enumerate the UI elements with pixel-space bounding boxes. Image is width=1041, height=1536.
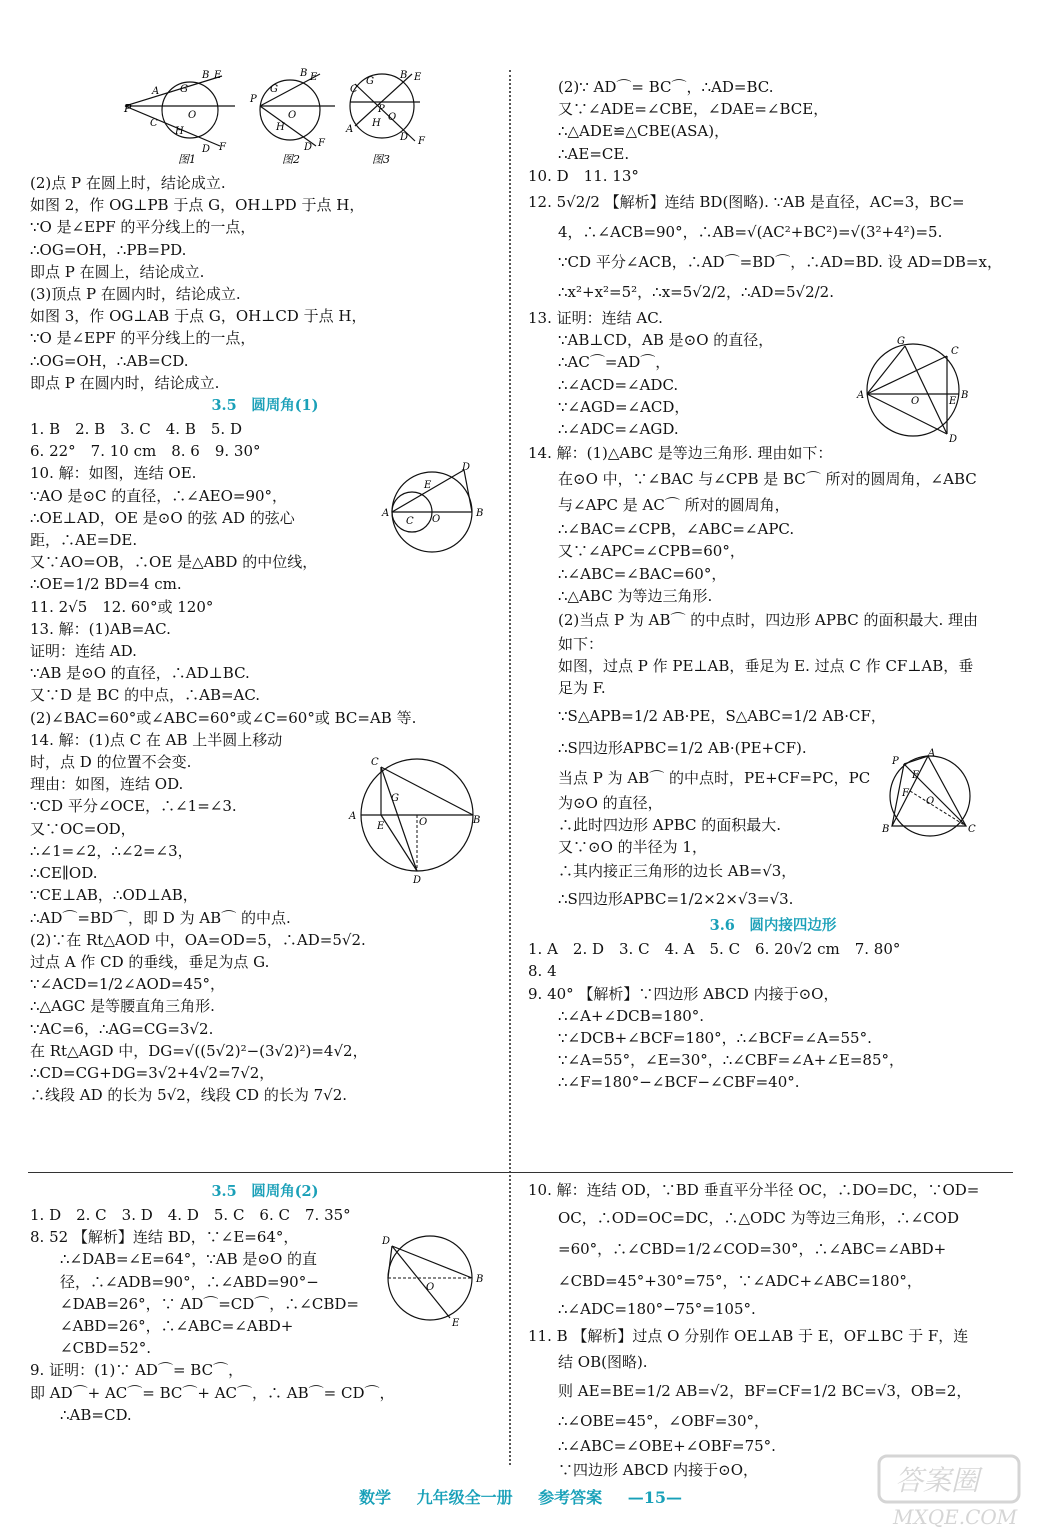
svg-text:H: H <box>175 126 184 137</box>
left-line: ∴∠1=∠2，∴∠2=∠3， <box>30 841 193 860</box>
svg-text:B: B <box>476 1274 484 1285</box>
left-line: ∴AB=CD. <box>60 1405 132 1424</box>
right-bottom-column <box>528 1176 1018 1482</box>
svg-text:F: F <box>219 142 226 153</box>
caption-3: 图3 <box>372 153 390 166</box>
svg-text:G: G <box>366 76 374 87</box>
right-line: 如下： <box>558 635 604 654</box>
svg-text:B: B <box>882 824 890 835</box>
left-line: ∴AD⌒=BD⌒，即 D 为 AB⌒ 的中点. <box>30 908 291 927</box>
left-line: 又∵OC=OD， <box>30 819 136 838</box>
svg-text:E: E <box>912 770 920 781</box>
svg-text:G: G <box>391 793 399 804</box>
right-line: ∵∠AGD=∠ACD， <box>558 397 690 416</box>
right-line: 如图，过点 P 作 PE⊥AB，垂足为 E. 过点 C 作 CF⊥AB，垂 <box>558 657 974 676</box>
figure-q14-left <box>345 755 485 885</box>
right-line: 1. A 2. D 3. C 4. A 5. C 6. 20√2 cm 7. 80° <box>528 940 901 959</box>
left-line: 14. 解：(1)点 C 在 AB 上半圆上移动 <box>30 730 283 749</box>
right-line: ∴∠ADC=∠AGD. <box>558 420 679 439</box>
right-line: 与∠APC 是 AC⌒ 所对的圆周角， <box>558 496 790 515</box>
footer-section: 参考答案 <box>538 1488 603 1507</box>
svg-text:C: C <box>350 84 358 95</box>
left-line: 理由：如图，连结 OD. <box>30 775 184 794</box>
svg-text:E: E <box>452 1318 460 1328</box>
svg-text:O: O <box>426 1282 435 1293</box>
top-figures <box>120 66 450 166</box>
right-line: 则 AE=BE=1/2 AB=√2，BF=CF=1/2 BC=√3，OB=2， <box>558 1382 972 1400</box>
left-line: ∵CE⊥AB，∴OD⊥AB， <box>30 886 198 905</box>
svg-text:B: B <box>300 68 308 79</box>
left-line: 时，点 D 的位置不会变. <box>30 753 192 772</box>
right-line: ∵CD 平分∠ACB，∴AD⌒=BD⌒，∴AD=BD. 设 AD=DB=x， <box>558 253 1002 272</box>
section-title: 3.5 圆周角(2) <box>211 1183 319 1200</box>
svg-text:A: A <box>382 508 390 519</box>
left-line: ∵AC=6，∴AG=CG=3√2. <box>30 1019 214 1038</box>
right-line: 9. 40° 【解析】∵四边形 ABCD 内接于⊙O， <box>528 984 839 1003</box>
svg-text:D: D <box>400 132 409 143</box>
right-column <box>528 76 1018 1094</box>
right-line: ∴∠BAC=∠CPB，∠ABC=∠APC. <box>558 520 795 539</box>
caption-2: 图2 <box>282 153 300 166</box>
right-line: 13. 证明：连结 AC. <box>528 309 663 328</box>
right-line: 11. B 【解析】过点 O 分别作 OE⊥AB 于 E，OF⊥BC 于 F，连 <box>528 1327 969 1345</box>
left-line: ∴OG=OH，∴PB=PD. <box>30 240 187 259</box>
right-line: 14. 解：(1)△ABC 是等边三角形. 理由如下： <box>528 444 833 463</box>
left-line: 即 AD⌒+ AC⌒= BC⌒+ AC⌒，∴ AB⌒= CD⌒， <box>30 1383 395 1402</box>
left-line: 即点 P 在圆内时，结论成立. <box>30 373 220 392</box>
right-line: ∴∠F=180°−∠BCF−∠CBF=40°. <box>558 1073 800 1092</box>
svg-text:C: C <box>150 118 158 129</box>
left-line: (2)点 P 在圆上时，结论成立. <box>30 174 226 192</box>
svg-text:F: F <box>902 788 909 799</box>
right-line: ∴∠ADC=180°−75°=105°. <box>558 1300 756 1318</box>
right-line: ∵四边形 ABCD 内接于⊙O， <box>558 1461 759 1479</box>
svg-text:A: A <box>349 811 357 822</box>
right-line: ∴此时四边形 APBC 的面积最大. <box>558 815 782 834</box>
svg-text:P: P <box>892 756 899 767</box>
left-line: 1. B 2. B 3. C 4. B 5. D <box>30 420 242 439</box>
svg-text:B: B <box>473 815 481 826</box>
left-line: 6. 22° 7. 10 cm 8. 6 9. 30° <box>30 442 261 461</box>
svg-text:G: G <box>270 84 278 95</box>
svg-text:O: O <box>419 817 428 828</box>
right-line: ∴AE=CE. <box>558 144 630 163</box>
left-line: ∴OE⊥AD，OE 是⊙O 的弦 AD 的弦心 <box>30 508 295 527</box>
left-line: ∠ABD=26°，∴∠ABC=∠ABD+ <box>60 1317 294 1336</box>
left-line: (3)顶点 P 在圆内时，结论成立. <box>30 285 241 304</box>
svg-text:O: O <box>432 514 441 525</box>
svg-text:P: P <box>124 102 132 115</box>
svg-text:O: O <box>926 796 935 807</box>
svg-text:C: C <box>371 757 379 768</box>
horizontal-rule <box>28 1172 1013 1173</box>
svg-text:C: C <box>406 516 414 527</box>
right-line: ∵∠A=55°，∠E=30°，∴∠CBF=∠A+∠E=85°， <box>558 1051 905 1070</box>
svg-text:B: B <box>202 70 210 81</box>
left-line: ∴OG=OH，∴AB=CD. <box>30 351 189 370</box>
left-line: ∴∠DAB=∠E=64°，∵AB 是⊙O 的直 <box>60 1250 318 1269</box>
left-line: 10. 解：如图，连结 OE. <box>30 464 197 483</box>
svg-text:H: H <box>372 118 381 129</box>
section-title: 3.6 圆内接四边形 <box>709 917 837 935</box>
left-line: ∴线段 AD 的长为 5√2，线段 CD 的长为 7√2. <box>30 1086 348 1105</box>
svg-text:O: O <box>388 112 397 123</box>
left-line: 9. 证明：(1)∵ AD⌒= BC⌒， <box>30 1361 244 1380</box>
right-line: 又∵⊙O 的半径为 1， <box>558 838 707 857</box>
right-line: 12. 5√2/2 【解析】连结 BD(图略). ∵AB 是直径，AC=3，BC= <box>528 193 965 212</box>
right-line: 为⊙O 的直径， <box>558 793 663 812</box>
svg-text:F: F <box>418 136 425 147</box>
svg-text:B: B <box>961 390 969 401</box>
left-line: ∴CD=CG+DG=3√2+4√2=7√2， <box>30 1063 275 1082</box>
svg-text:A: A <box>346 124 354 135</box>
left-line: 在 Rt△AGD 中，DG=√((5√2)²−(3√2)²)=4√2， <box>30 1041 368 1060</box>
right-line: OC，∴OD=OC=DC，∴△ODC 为等边三角形，∴∠COD <box>558 1209 959 1227</box>
footer-subject: 数学 <box>358 1488 391 1507</box>
figure-q13-right <box>855 334 975 444</box>
left-line: 径，∴∠ADB=90°，∴∠ABD=90°− <box>60 1272 319 1291</box>
left-line: 如图 2，作 OG⊥PB 于点 G，OH⊥PD 于点 H， <box>30 196 365 215</box>
right-line: ∴AC⌒=AD⌒， <box>558 353 671 372</box>
svg-text:D: D <box>949 434 958 444</box>
svg-text:A: A <box>857 390 865 401</box>
svg-text:O: O <box>911 396 920 407</box>
right-line: 结 OB(图略). <box>558 1353 648 1371</box>
svg-text:C: C <box>951 346 959 357</box>
left-column <box>30 172 500 1106</box>
svg-text:E: E <box>377 821 385 832</box>
svg-text:D: D <box>413 875 422 885</box>
right-line: 8. 4 <box>528 962 557 981</box>
left-line: ∵O 是∠EPF 的平分线上的一点， <box>30 218 256 237</box>
right-line: ∴∠ABC=∠BAC=60°， <box>558 564 727 583</box>
page-number: —15— <box>627 1488 683 1507</box>
right-line: 又∵∠ADE=∠CBE，∠DAE=∠BCE， <box>558 100 829 119</box>
section-title: 3.5 圆周角(1) <box>211 397 319 415</box>
caption-1: 图1 <box>178 153 196 166</box>
left-line: ∴△AGC 是等腰直角三角形. <box>30 997 215 1016</box>
right-line: 10. 解：连结 OD，∵BD 垂直平分半径 OC，∴DO=DC，∵OD= <box>528 1181 980 1199</box>
left-line: 证明：连结 AD. <box>30 642 137 661</box>
right-line: ∵∠DCB+∠BCF=180°，∴∠BCF=∠A=55°. <box>558 1029 872 1048</box>
left-line: ∴CE∥OD. <box>30 864 98 883</box>
right-line: ∴x²+x²=5²，∴x=5√2/2，∴AD=5√2/2. <box>558 283 834 302</box>
svg-text:D: D <box>202 144 211 155</box>
figure-q10 <box>380 462 492 558</box>
svg-text:B: B <box>400 70 408 81</box>
svg-text:H: H <box>276 122 285 133</box>
svg-text:G: G <box>180 84 188 95</box>
left-line: ∵∠ACD=1/2∠AOD=45°， <box>30 975 226 994</box>
left-line: 又∵AO=OB，∴OE 是△ABD 的中位线， <box>30 553 318 572</box>
right-line: ∴∠OBE=45°，∠OBF=30°， <box>558 1412 769 1430</box>
right-line: ∠CBD=45°+30°=75°，∵∠ADC+∠ABC=180°， <box>558 1272 922 1290</box>
right-line: ∵AB⊥CD，AB 是⊙O 的直径， <box>558 331 774 350</box>
left-line: ∠CBD=52°. <box>60 1339 152 1358</box>
left-line: ∵CD 平分∠OCE，∴∠1=∠3. <box>30 797 237 816</box>
svg-text:P: P <box>378 104 385 115</box>
svg-text:D: D <box>304 142 313 153</box>
svg-text:C: C <box>968 824 976 835</box>
left-line: 13. 解：(1)AB=AC. <box>30 619 171 638</box>
left-line: ∵AO 是⊙C 的直径，∴∠AEO=90°， <box>30 486 288 505</box>
figure-3 <box>350 74 420 141</box>
left-line: 又∵D 是 BC 的中点，∴AB=AC. <box>30 686 261 705</box>
left-line: 如图 3，作 OG⊥AB 于点 G，OH⊥CD 于点 H， <box>30 307 367 326</box>
svg-text:D: D <box>382 1236 391 1247</box>
left-line: 11. 2√5 12. 60°或 120° <box>30 597 214 616</box>
right-line: ∴其内接正三角形的边长 AB=√3， <box>558 862 797 881</box>
left-line: ∴OE=1/2 BD=4 cm. <box>30 575 182 594</box>
right-line: ∴∠ACD=∠ADC. <box>558 375 679 394</box>
svg-text:B: B <box>476 508 484 519</box>
svg-text:F: F <box>318 138 325 149</box>
left-line: 过点 A 作 CD 的垂线，垂足为点 G. <box>30 952 270 971</box>
right-line: ∴∠A+∠DCB=180°. <box>558 1006 705 1025</box>
left-line: (2)∠BAC=60°或∠ABC=60°或∠C=60°或 BC=AB 等. <box>30 708 417 727</box>
right-line: 当点 P 为 AB⌒ 的中点时，PE+CF=PC，PC <box>558 768 871 787</box>
svg-text:O: O <box>188 110 197 121</box>
svg-text:O: O <box>288 110 297 121</box>
figure-q14-right <box>878 748 988 848</box>
footer-grade: 九年级全一册 <box>416 1488 513 1507</box>
left-line: ∠DAB=26°，∵ AD⌒=CD⌒，∴∠CBD= <box>60 1294 359 1313</box>
right-line: 10. D 11. 13° <box>528 166 639 185</box>
right-line: ∵S△APB=1/2 AB·PE，S△ABC=1/2 AB·CF， <box>558 706 886 725</box>
left-line: 1. D 2. C 3. D 4. D 5. C 6. C 7. 35° <box>30 1206 351 1224</box>
svg-text:E: E <box>310 72 318 83</box>
figure-q8 <box>380 1228 492 1328</box>
svg-text:E: E <box>414 72 422 83</box>
right-line: (2)∵ AD⌒= BC⌒，∴AD=BC. <box>558 78 774 96</box>
left-line: 8. 52 【解析】连结 BD，∵∠E=64°， <box>30 1228 299 1247</box>
right-line: =60°，∴∠CBD=1/2∠COD=30°，∴∠ABC=∠ABD+ <box>558 1240 947 1258</box>
column-divider <box>509 70 511 1465</box>
right-line: 又∵∠APC=∠CPB=60°， <box>558 542 745 561</box>
right-line: 4，∴∠ACB=90°，∴AB=√(AC²+BC²)=√(3²+4²)=5. <box>558 223 943 242</box>
right-line: ∴∠ABC=∠OBE+∠OBF=75°. <box>558 1437 776 1455</box>
left-line: (2)∵在 Rt△AOD 中，OA=OD=5，∴AD=5√2. <box>30 930 366 949</box>
svg-text:E: E <box>214 70 222 81</box>
watermark-logo <box>875 1450 1025 1530</box>
right-line: ∴S四边形APBC=1/2 AB·(PE+CF). <box>558 738 807 757</box>
left-line: ∵O 是∠EPF 的平分线上的一点， <box>30 329 256 348</box>
right-line: 在⊙O 中，∵∠BAC 与∠CPB 是 BC⌒ 所对的圆周角，∠ABC <box>558 470 977 489</box>
svg-text:MXQE.COM: MXQE.COM <box>893 1505 1018 1529</box>
svg-text:P: P <box>250 94 257 105</box>
svg-text:E: E <box>949 396 957 407</box>
svg-text:D: D <box>462 462 471 473</box>
left-line: 即点 P 在圆上，结论成立. <box>30 262 205 281</box>
svg-text:答案圈: 答案圈 <box>895 1464 980 1497</box>
right-line: 足为 F. <box>558 679 606 698</box>
right-line: ∴S四边形APBC=1/2×2×√3=√3. <box>558 890 794 909</box>
left-line: 距，∴AE=DE. <box>30 531 138 550</box>
left-line: ∵AB 是⊙O 的直径，∴AD⊥BC. <box>30 664 250 683</box>
right-line: (2)当点 P 为 AB⌒ 的中点时，四边形 APBC 的面积最大. 理由 <box>558 611 979 630</box>
svg-text:A: A <box>928 748 936 759</box>
svg-text:A: A <box>152 86 160 97</box>
right-line: ∴△ADE≌△CBE(ASA)， <box>558 122 730 141</box>
right-line: ∴△ABC 为等边三角形. <box>558 586 713 605</box>
svg-text:E: E <box>424 480 432 491</box>
svg-text:G: G <box>897 336 905 347</box>
